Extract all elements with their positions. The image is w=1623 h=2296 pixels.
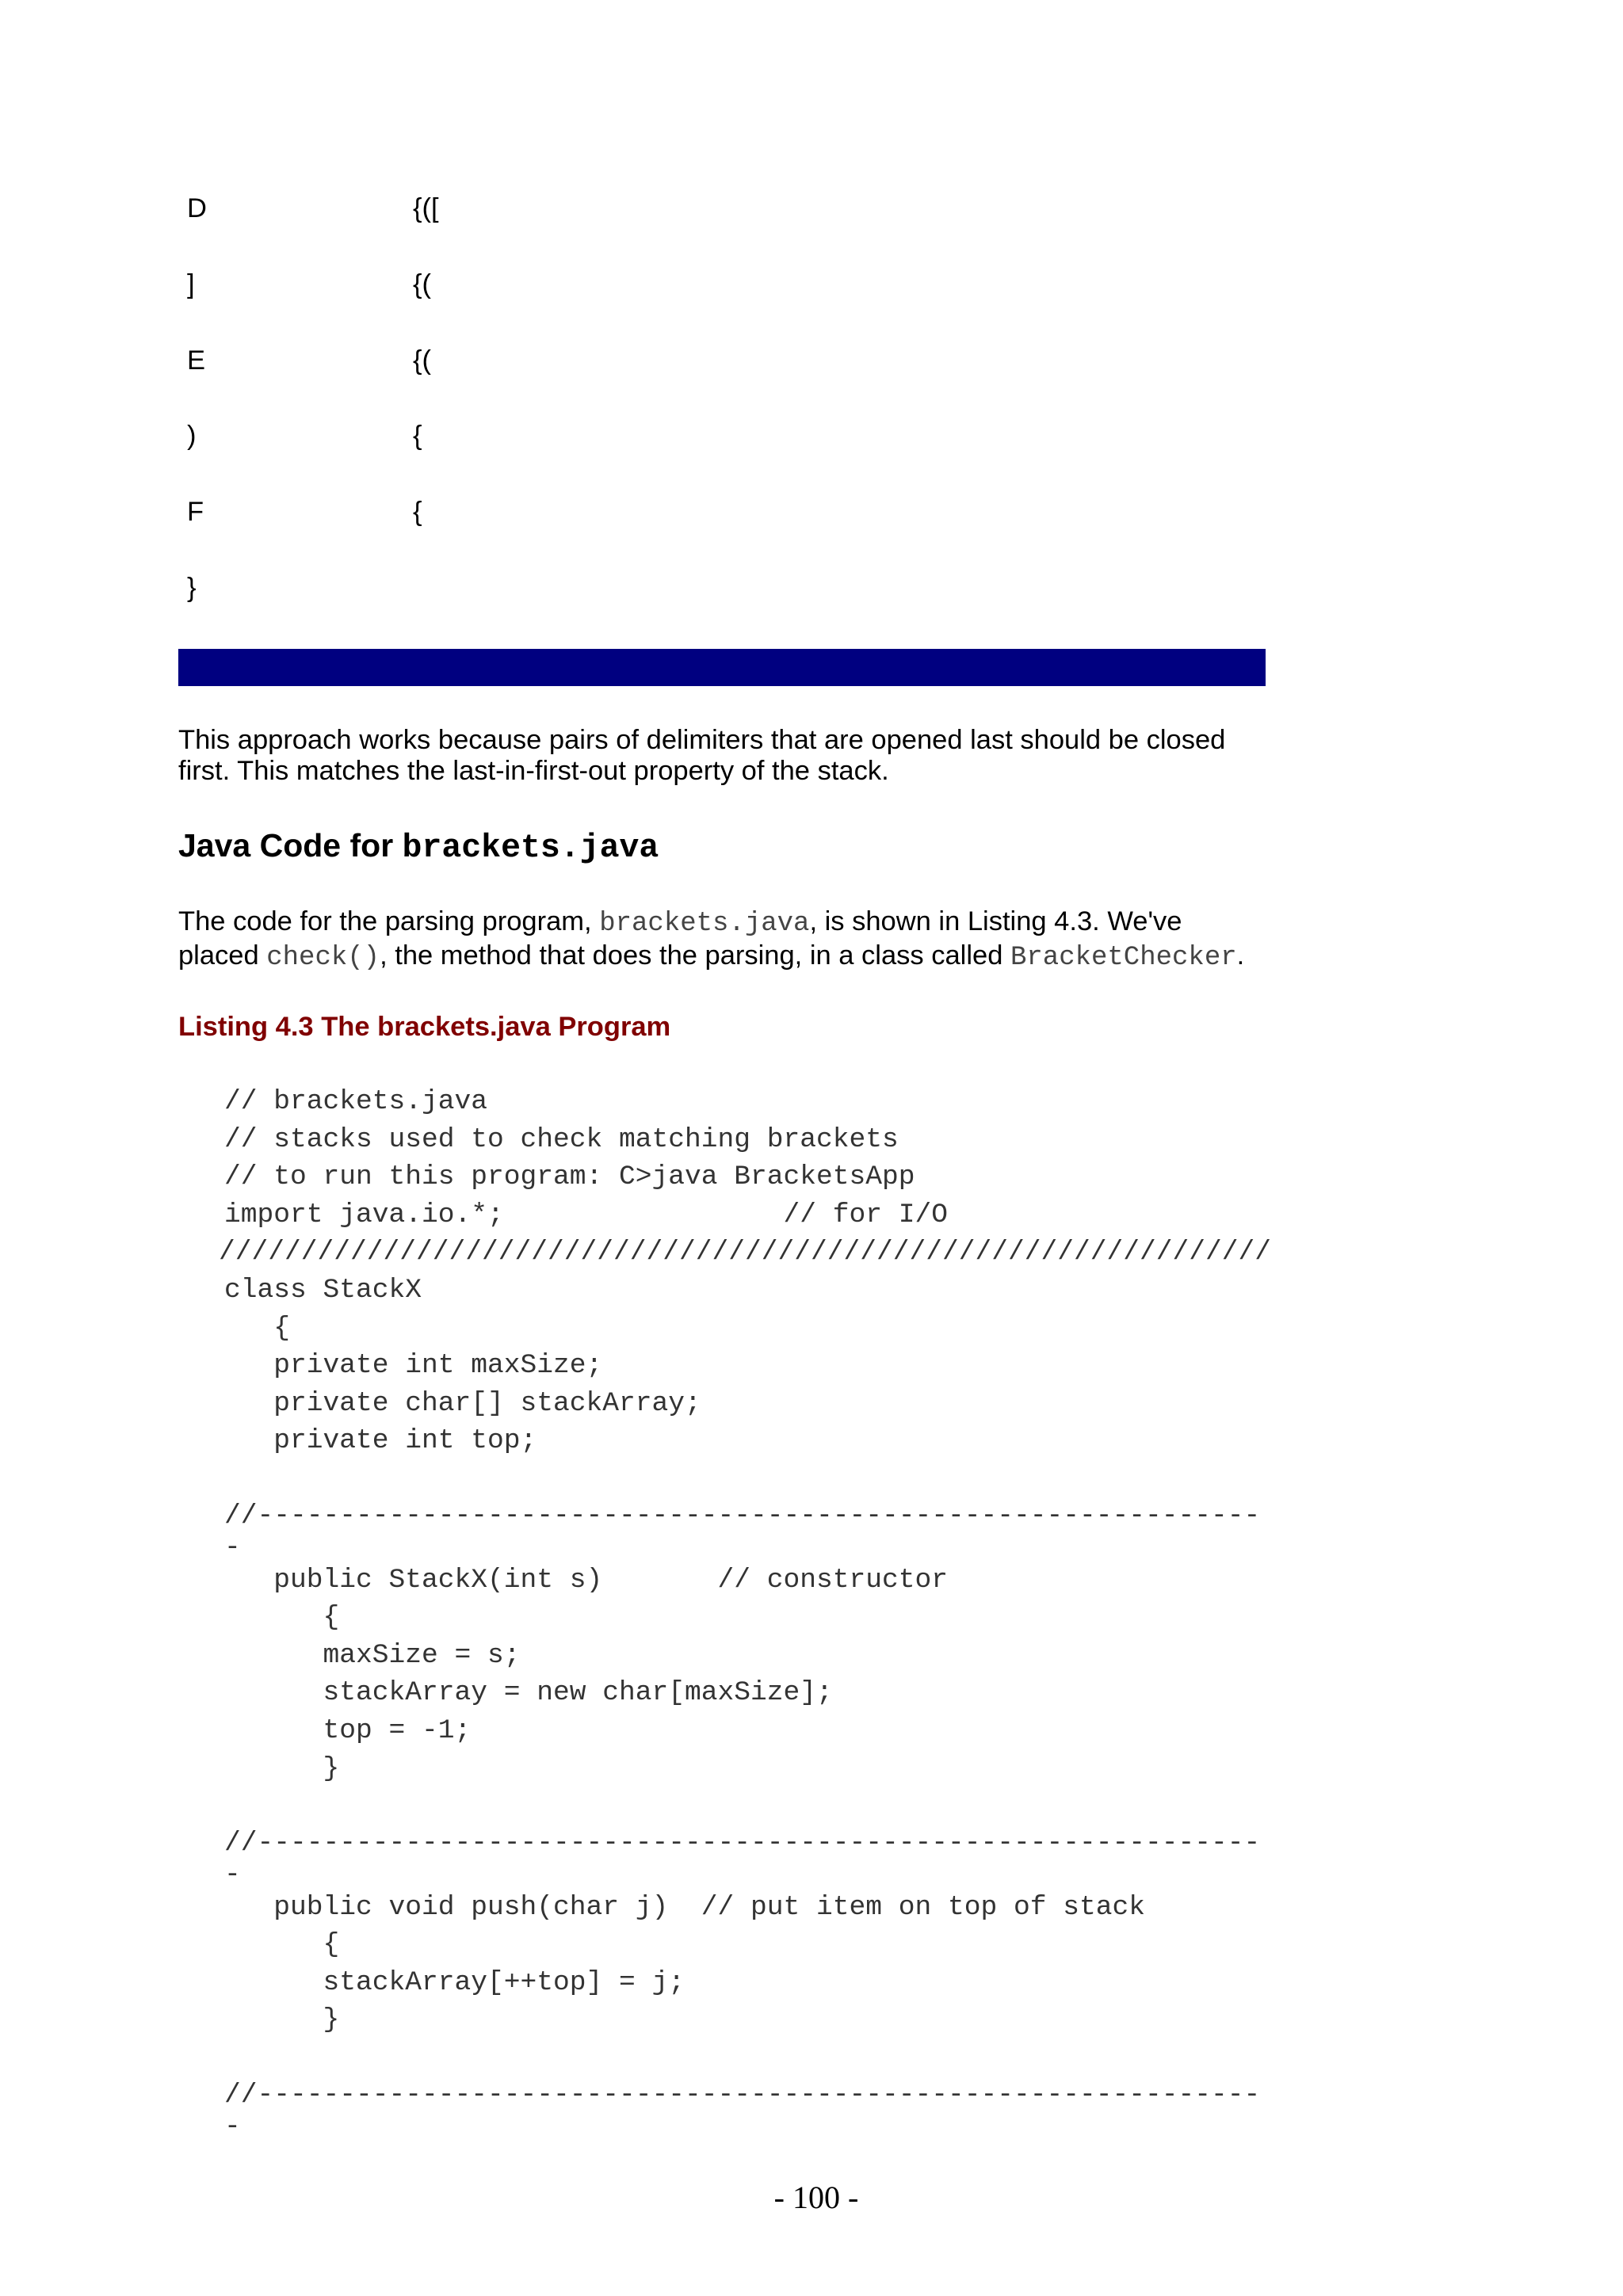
code-divider-comment: //-------------------------------------------------------------	[224, 1500, 1261, 1531]
code-separator-line: ////////////////////////////////////////////////////////////////	[219, 1237, 1272, 1268]
code-line: class StackX	[224, 1274, 422, 1306]
approach-paragraph	[178, 725, 1225, 787]
code-line: }	[224, 1753, 340, 1784]
code-line: top = -1;	[224, 1714, 472, 1746]
delimiter-table-row	[178, 551, 733, 627]
delimiter-table-row	[178, 247, 733, 323]
paragraph-line	[178, 939, 1244, 973]
code-line: {	[224, 1602, 340, 1634]
code-divider-comment: //-------------------------------------------------------------	[224, 2079, 1261, 2111]
code-line: public void push(char j) // put item on top of stack	[224, 1891, 1146, 1923]
character-cell: ]	[187, 269, 195, 299]
character-cell: F	[187, 497, 204, 528]
delimiter-table	[178, 171, 733, 627]
heading-code: brackets.java	[402, 830, 659, 867]
paragraph-line: This approach works because pairs of delimiters that are opened last should be closed	[178, 725, 1226, 755]
code-wrapped-line: -	[224, 1859, 241, 1890]
code-line: }	[224, 2004, 340, 2036]
code-line: private int maxSize;	[224, 1350, 603, 1382]
character-cell: }	[187, 572, 197, 603]
code-line: private int top;	[224, 1425, 537, 1457]
stack-contents-cell: {	[413, 497, 422, 528]
delimiter-table-row	[178, 475, 733, 551]
section-divider-bar	[178, 649, 1266, 686]
paragraph-text: , is shown in Listing 4.3. We've	[809, 906, 1182, 936]
inline-code: check()	[266, 943, 380, 973]
code-line: import java.io.*; // for I/O	[224, 1199, 949, 1230]
paragraph-line: first. This matches the last-in-first-out property of the stack.	[178, 756, 889, 786]
code-divider-comment: //-------------------------------------------------------------	[224, 1827, 1261, 1859]
character-cell: D	[187, 193, 207, 223]
inline-code: brackets.java	[599, 909, 810, 939]
code-line: // brackets.java	[224, 1086, 488, 1117]
code-line: stackArray[++top] = j;	[224, 1966, 685, 1998]
code-wrapped-line: -	[224, 2111, 241, 2142]
heading-text: Java Code for	[178, 827, 403, 864]
intro-paragraph	[178, 905, 1244, 973]
delimiter-table-row	[178, 399, 733, 475]
section-heading	[178, 826, 659, 867]
character-cell: )	[187, 421, 197, 452]
inline-code: BracketChecker	[1010, 943, 1237, 973]
delimiter-table-row	[178, 323, 733, 399]
code-line: {	[224, 1929, 340, 1961]
code-listing	[219, 1083, 1272, 2142]
page-number: - 100 -	[773, 2180, 859, 2215]
stack-contents-cell	[413, 551, 733, 627]
stack-contents-cell: {	[413, 421, 422, 452]
paragraph-text: placed	[178, 940, 267, 971]
stack-contents-cell: {(	[413, 345, 432, 376]
code-line: public StackX(int s) // constructor	[224, 1564, 949, 1596]
paragraph-line	[178, 905, 1244, 939]
paragraph-text: , the method that does the parsing, in a class called	[380, 940, 1010, 971]
code-line: // to run this program: C>java BracketsApp	[224, 1161, 915, 1193]
character-cell: E	[187, 345, 206, 376]
code-line: // stacks used to check matching brackets	[224, 1123, 899, 1155]
code-line: stackArray = new char[maxSize];	[224, 1677, 833, 1709]
listing-caption: Listing 4.3 The brackets.java Program	[178, 1012, 671, 1042]
delimiter-table-row	[178, 171, 733, 247]
code-line: maxSize = s;	[224, 1639, 521, 1671]
stack-contents-cell: {(	[413, 269, 432, 299]
code-wrapped-line: -	[224, 1531, 241, 1563]
stack-contents-cell: {([	[413, 193, 439, 223]
paragraph-text: .	[1236, 940, 1245, 971]
code-line: {	[224, 1312, 291, 1344]
code-line: private char[] stackArray;	[224, 1387, 701, 1419]
paragraph-text: The code for the parsing program,	[178, 906, 600, 936]
